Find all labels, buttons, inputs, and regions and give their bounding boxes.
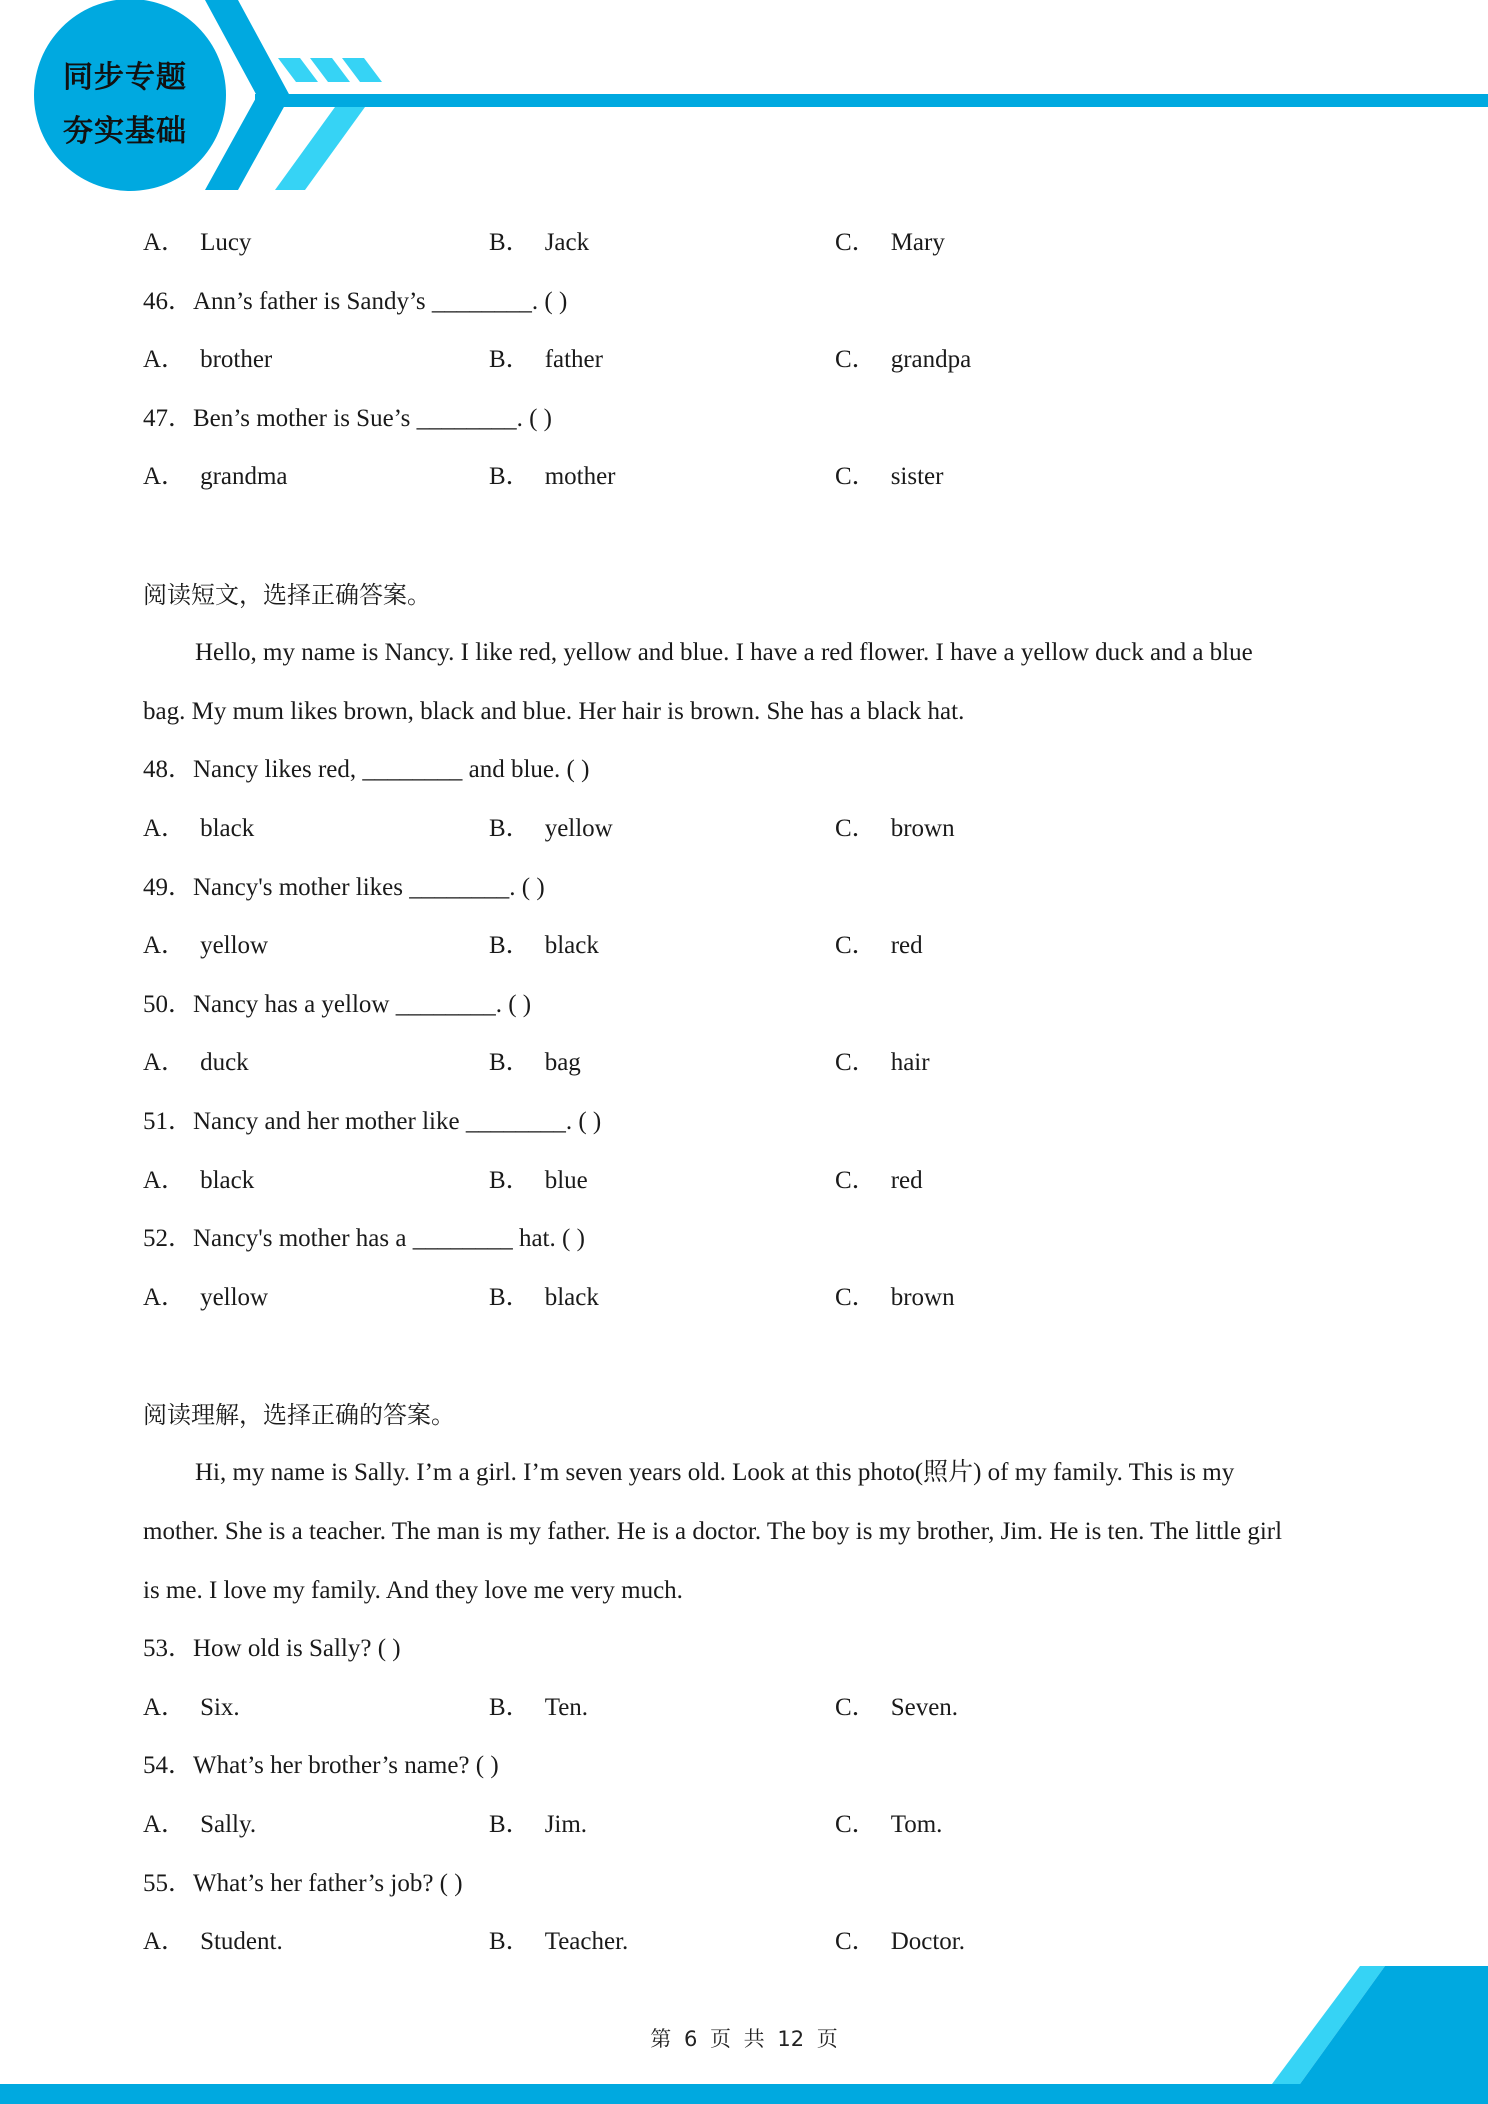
option-c[interactable] <box>835 339 971 381</box>
section-instruction: 阅读理解，选择正确的答案。 <box>143 1400 455 1429</box>
answer-options <box>143 339 1353 398</box>
section-instruction: 阅读短文，选择正确答案。 <box>143 580 431 609</box>
option-letter: A． <box>143 463 187 491</box>
option-b[interactable] <box>489 1277 599 1319</box>
option-letter: C． <box>835 346 877 374</box>
option-b[interactable] <box>489 1804 587 1846</box>
worksheet-content <box>143 222 1353 1980</box>
option-text: black <box>544 1283 599 1311</box>
option-a[interactable] <box>143 925 268 967</box>
passage-line: mother. She is a teacher. The man is my father. He is a doctor. The boy is my brother, Jim. He is ten. The little girl <box>143 1518 1283 1546</box>
option-text: grandma <box>200 463 288 491</box>
option-text: black <box>544 932 599 960</box>
option-text: father <box>544 346 603 374</box>
option-letter: A． <box>143 1049 187 1077</box>
answer-options <box>143 1687 1353 1746</box>
answer-options <box>143 456 1353 515</box>
option-text: Doctor. <box>890 1928 965 1956</box>
option-letter: A． <box>143 814 187 842</box>
option-text: Jim. <box>544 1811 588 1839</box>
answer-options <box>143 1277 1353 1336</box>
option-text: yellow <box>200 1283 269 1311</box>
option-letter: B． <box>489 1049 531 1077</box>
header-banner <box>0 0 1488 200</box>
option-text: Mary <box>890 229 945 256</box>
option-text: red <box>890 1166 923 1194</box>
passage-line: Hi, my name is Sally. I’m a girl. I’m seven years old. Look at this photo(照片) of my family. This is my <box>195 1459 1235 1487</box>
option-text: Jack <box>544 229 590 256</box>
option-b[interactable] <box>489 339 603 381</box>
option-a[interactable] <box>143 456 288 498</box>
option-letter: A． <box>143 1928 187 1956</box>
option-letter: B． <box>489 229 531 256</box>
header-bar <box>255 94 1488 107</box>
option-text: black <box>200 1166 255 1194</box>
option-a[interactable] <box>143 1804 256 1846</box>
question-text: 47．Ben’s mother is Sue’s ________. ( ) <box>143 404 553 432</box>
page-number: 第 6 页 共 12 页 <box>650 2027 838 2051</box>
passage-line: is me. I love my family. And they love me very much. <box>143 1576 683 1604</box>
question-text: 49．Nancy's mother likes ________. ( ) <box>143 873 545 901</box>
answer-options <box>143 222 1353 281</box>
option-letter: C． <box>835 932 877 960</box>
option-a[interactable] <box>143 1042 249 1084</box>
option-c[interactable] <box>835 1687 958 1729</box>
option-letter: B． <box>489 1928 531 1956</box>
option-a[interactable] <box>143 222 251 264</box>
option-b[interactable] <box>489 925 599 967</box>
option-text: black <box>200 814 255 842</box>
option-a[interactable] <box>143 339 272 381</box>
section-spacer <box>143 515 1353 574</box>
badge-line-1: 同步专题 <box>63 60 187 95</box>
option-letter: A． <box>143 1166 187 1194</box>
answer-options <box>143 1042 1353 1101</box>
option-text: Sally. <box>200 1811 257 1839</box>
option-a[interactable] <box>143 808 254 850</box>
option-letter: C． <box>835 1283 877 1311</box>
question-text: 52．Nancy's mother has a ________ hat. ( ) <box>143 1225 585 1253</box>
question-text: 46．Ann’s father is Sandy’s ________. ( ) <box>143 287 568 315</box>
option-text: grandpa <box>890 346 972 374</box>
option-letter: C． <box>835 1928 877 1956</box>
question-text: 54．What’s her brother’s name? ( ) <box>143 1752 499 1780</box>
option-c[interactable] <box>835 456 943 498</box>
option-text: Tom. <box>890 1811 943 1839</box>
option-letter: A． <box>143 1283 187 1311</box>
option-text: mother <box>544 463 616 491</box>
option-c[interactable] <box>835 808 955 850</box>
option-b[interactable] <box>489 808 613 850</box>
option-letter: B． <box>489 346 531 374</box>
answer-options <box>143 1804 1353 1863</box>
option-text: red <box>890 932 923 960</box>
question-text: 50．Nancy has a yellow ________. ( ) <box>143 990 532 1018</box>
option-c[interactable] <box>835 1042 930 1084</box>
option-text: Seven. <box>890 1693 959 1721</box>
option-a[interactable] <box>143 1160 254 1202</box>
option-text: bag <box>544 1049 581 1077</box>
option-letter: C． <box>835 1049 877 1077</box>
header-mini-stripe-3 <box>342 58 382 82</box>
option-letter: A． <box>143 1811 187 1839</box>
option-text: Lucy <box>200 229 252 256</box>
answer-options <box>143 925 1353 984</box>
option-text: Ten. <box>544 1693 589 1721</box>
question-text: 53．How old is Sally? ( ) <box>143 1635 401 1663</box>
option-text: yellow <box>200 932 269 960</box>
option-text: hair <box>890 1049 930 1077</box>
question-text: 55．What’s her father’s job? ( ) <box>143 1869 463 1897</box>
option-letter: B． <box>489 1693 531 1721</box>
question-text: 51．Nancy and her mother like ________. ( ) <box>143 1107 602 1135</box>
option-text: blue <box>544 1166 588 1194</box>
option-c[interactable] <box>835 1804 942 1846</box>
answer-options <box>143 808 1353 867</box>
option-letter: A． <box>143 229 187 256</box>
option-b[interactable] <box>489 456 616 498</box>
header-mini-stripe-1 <box>278 58 318 82</box>
option-b[interactable] <box>489 222 589 264</box>
answer-options <box>143 1160 1353 1219</box>
option-letter: B． <box>489 1811 531 1839</box>
option-letter: B． <box>489 1166 531 1194</box>
option-letter: C． <box>835 229 877 256</box>
option-text: brown <box>890 1283 955 1311</box>
option-text: yellow <box>544 814 613 842</box>
option-letter: A． <box>143 932 187 960</box>
option-b[interactable] <box>489 1042 581 1084</box>
question-text: 48．Nancy likes red, ________ and blue. ( ) <box>143 756 590 784</box>
passage-line: Hello, my name is Nancy. I like red, yellow and blue. I have a red flower. I have a yellow duck and a blue <box>195 639 1253 667</box>
option-text: brother <box>200 346 273 374</box>
option-letter: B． <box>489 1283 531 1311</box>
badge-line-2: 夯实基础 <box>63 114 187 149</box>
passage-line: bag. My mum likes brown, black and blue. Her hair is brown. She has a black hat. <box>143 697 965 725</box>
option-c[interactable] <box>835 925 923 967</box>
option-letter: C． <box>835 1166 877 1194</box>
option-letter: C． <box>835 1693 877 1721</box>
option-letter: B． <box>489 463 531 491</box>
option-a[interactable] <box>143 1277 268 1319</box>
option-c[interactable] <box>835 1160 923 1202</box>
option-b[interactable] <box>489 1160 588 1202</box>
option-text: Six. <box>200 1693 240 1721</box>
option-letter: C． <box>835 814 877 842</box>
option-letter: C． <box>835 1811 877 1839</box>
option-letter: B． <box>489 814 531 842</box>
option-text: duck <box>200 1049 249 1077</box>
option-b[interactable] <box>489 1687 588 1729</box>
section-spacer <box>143 1335 1353 1394</box>
header-accent-stripe <box>275 107 365 190</box>
option-text: sister <box>890 463 944 491</box>
option-letter: A． <box>143 346 187 374</box>
option-text: Student. <box>200 1928 283 1956</box>
option-c[interactable] <box>835 1277 955 1319</box>
option-letter: C． <box>835 463 877 491</box>
option-a[interactable] <box>143 1687 240 1729</box>
option-c[interactable] <box>835 222 945 264</box>
option-text: brown <box>890 814 955 842</box>
option-text: Teacher. <box>544 1928 629 1956</box>
option-letter: A． <box>143 1693 187 1721</box>
footer-bar <box>0 2084 1488 2104</box>
option-letter: B． <box>489 932 531 960</box>
header-mini-stripe-2 <box>310 58 350 82</box>
